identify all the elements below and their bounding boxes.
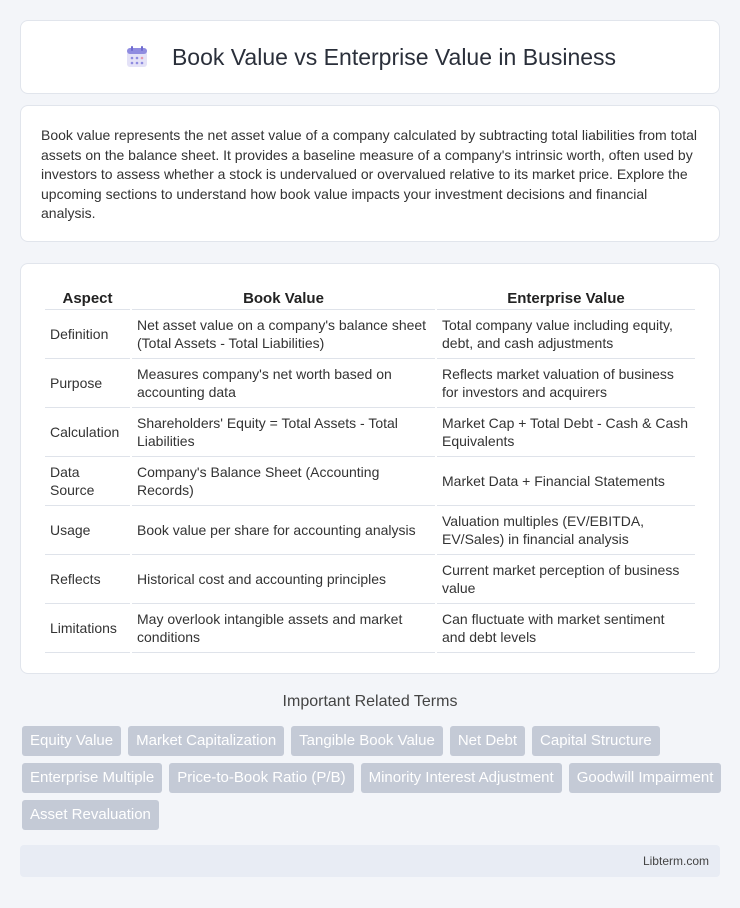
table-row: [45, 604, 695, 653]
row-book-value: May overlook intangible assets and market conditions: [132, 604, 435, 653]
footer-brand[interactable]: Libterm.com: [642, 854, 709, 868]
row-book-value: Shareholders' Equity = Total Assets - Total Liabilities: [132, 408, 435, 457]
header-book-value: Book Value: [132, 284, 435, 310]
table-row: [45, 408, 695, 457]
row-aspect: Usage: [45, 506, 130, 555]
table-row: [45, 506, 695, 555]
calendar-icon: [124, 44, 150, 70]
row-enterprise-value: Total company value including equity, debt, and cash adjustments: [437, 310, 695, 359]
tag-price-to-book-ratio[interactable]: Price-to-Book Ratio (P/B): [169, 763, 353, 793]
table-row: [45, 310, 695, 359]
tag-equity-value[interactable]: Equity Value: [22, 726, 121, 756]
tag-capital-structure[interactable]: Capital Structure: [532, 726, 660, 756]
row-book-value: Company's Balance Sheet (Accounting Records): [132, 457, 435, 506]
row-aspect: Calculation: [45, 408, 130, 457]
table-row: [45, 359, 695, 408]
related-terms-tags: [22, 726, 722, 830]
tag-market-capitalization[interactable]: Market Capitalization: [128, 726, 284, 756]
table-row: [45, 457, 695, 506]
row-book-value: Historical cost and accounting principles: [132, 555, 435, 604]
comparison-card: [20, 263, 720, 674]
row-enterprise-value: Market Data + Financial Statements: [437, 457, 695, 506]
row-book-value: Measures company's net worth based on accounting data: [132, 359, 435, 408]
tag-enterprise-multiple[interactable]: Enterprise Multiple: [22, 763, 162, 793]
page-title: Book Value vs Enterprise Value in Business: [171, 43, 617, 70]
row-aspect: Purpose: [45, 359, 130, 408]
row-aspect: Limitations: [45, 604, 130, 653]
tag-net-debt[interactable]: Net Debt: [450, 726, 525, 756]
row-aspect: Reflects: [45, 555, 130, 604]
intro-card: [20, 105, 720, 242]
header-aspect: Aspect: [45, 284, 130, 310]
row-enterprise-value: Reflects market valuation of business for investors and acquirers: [437, 359, 695, 408]
related-terms-heading: Important Related Terms: [282, 693, 458, 710]
footer: [20, 845, 720, 877]
row-enterprise-value: Valuation multiples (EV/EBITDA, EV/Sales) in financial analysis: [437, 506, 695, 555]
header-enterprise-value: Enterprise Value: [437, 284, 695, 310]
row-book-value: Net asset value on a company's balance sheet (Total Assets - Total Liabilities): [132, 310, 435, 359]
row-enterprise-value: Current market perception of business value: [437, 555, 695, 604]
comparison-table: [43, 284, 697, 653]
table-row: [45, 555, 695, 604]
tag-tangible-book-value[interactable]: Tangible Book Value: [291, 726, 443, 756]
row-book-value: Book value per share for accounting analysis: [132, 506, 435, 555]
intro-text: Book value represents the net asset value of a company calculated by subtracting total liabilities from total assets on the balance sheet. It provides a baseline measure of a company's intrinsic worth, often used by investors to assess whether a stock is undervalued or overvalued relative to its market price. Explore the upcoming sections to understand how book value impacts your investment decisions and financial analysis.: [41, 127, 698, 222]
tag-asset-revaluation[interactable]: Asset Revaluation: [22, 800, 159, 830]
tag-minority-interest-adjustment[interactable]: Minority Interest Adjustment: [361, 763, 562, 793]
row-enterprise-value: Market Cap + Total Debt - Cash & Cash Equivalents: [437, 408, 695, 457]
row-aspect: Definition: [45, 310, 130, 359]
table-header-row: [45, 284, 695, 310]
header-card: [20, 20, 720, 94]
tag-goodwill-impairment[interactable]: Goodwill Impairment: [569, 763, 722, 793]
row-aspect: Data Source: [45, 457, 130, 506]
row-enterprise-value: Can fluctuate with market sentiment and debt levels: [437, 604, 695, 653]
